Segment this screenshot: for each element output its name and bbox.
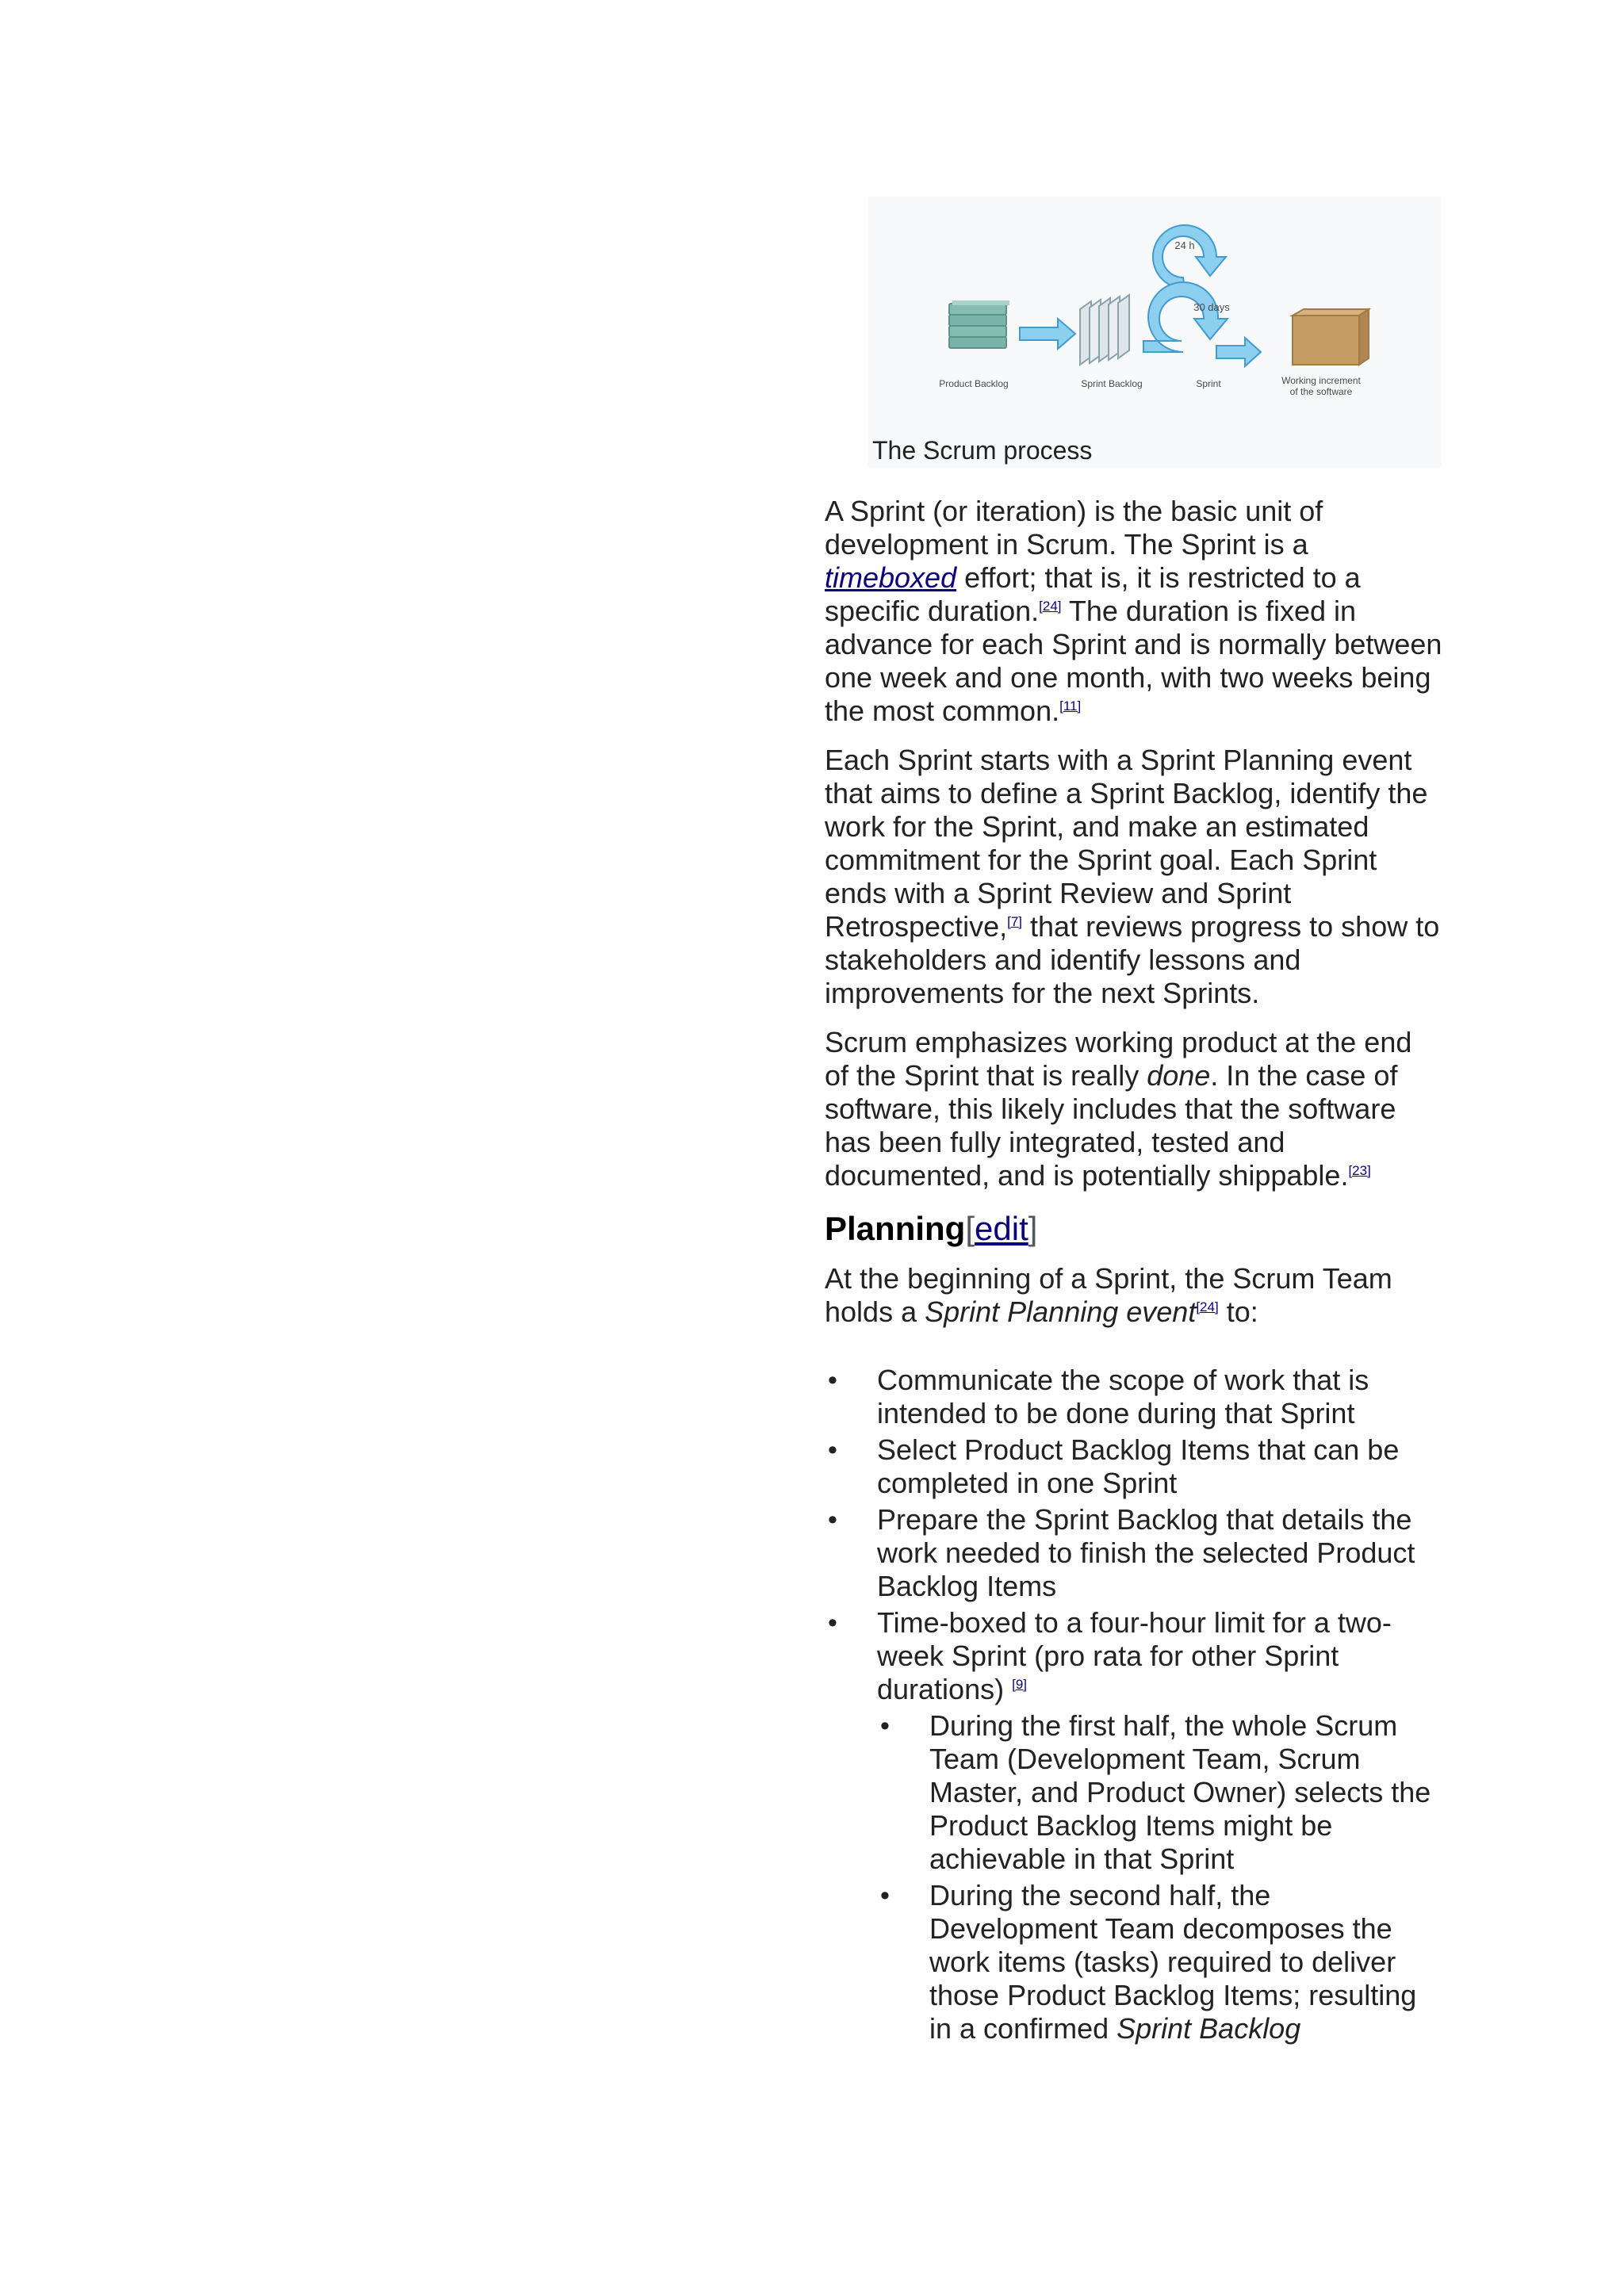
paragraph-text: Scrum emphasizes working product at the end of the Sprint that is really bbox=[825, 1026, 1412, 1092]
working-increment-box-icon bbox=[1293, 309, 1369, 365]
article-body bbox=[825, 197, 1443, 2049]
paragraph-sprint-events bbox=[825, 744, 1443, 1010]
sprint-cycle-arrow-icon bbox=[1143, 282, 1228, 352]
list-item: • Select Product Backlog Items that can be completed in one Sprint bbox=[825, 1433, 1443, 1500]
paragraph-text: Each Sprint starts with a Sprint Planning event that aims to define a Sprint Backlog, identify the work for the Sprint, and make an estimated commitment for the Sprint goal. Each Sprint ends with a Sprint Review and Sprint Retrospective, bbox=[825, 744, 1428, 943]
sprint-backlog-icon bbox=[1080, 295, 1129, 365]
citation-7[interactable]: [7] bbox=[1007, 914, 1023, 929]
increment-label-line1: Working increment bbox=[1281, 375, 1361, 386]
flow-arrow-icon bbox=[1216, 338, 1261, 366]
emphasis-sprint-planning-event: Sprint Planning event bbox=[925, 1295, 1197, 1328]
paragraph-text: The duration is fixed in advance for each Sprint and is normally between one week and one month, with two weeks being the most common. bbox=[825, 595, 1442, 727]
citation-23[interactable]: [23] bbox=[1348, 1163, 1371, 1178]
flow-arrow-icon bbox=[1020, 319, 1075, 349]
list-item: • Prepare the Sprint Backlog that details the work needed to finish the selected Product Backlog Items bbox=[825, 1503, 1443, 1603]
edit-link[interactable]: edit bbox=[975, 1210, 1028, 1247]
link-timeboxed[interactable]: timeboxed bbox=[825, 561, 957, 594]
paragraph-planning-intro: At the beginning of a Sprint, the Scrum Team holds a Sprint Planning event[24] to: bbox=[825, 1262, 1392, 1328]
list-item: • Communicate the scope of work that is intended to be done during that Sprint bbox=[825, 1364, 1443, 1430]
emphasis-done: done bbox=[1147, 1059, 1211, 1092]
paragraph-working-product bbox=[825, 1026, 1443, 1192]
citation-24[interactable]: [24] bbox=[1039, 599, 1062, 614]
cycle-24h-label: 24 h bbox=[1174, 239, 1195, 251]
sprint-backlog-label: Sprint Backlog bbox=[1081, 378, 1143, 389]
paragraph-sprint-definition bbox=[825, 495, 1443, 728]
citation-11[interactable]: [11] bbox=[1059, 698, 1082, 714]
product-backlog-icon bbox=[949, 300, 1009, 348]
scrum-process-figure bbox=[868, 197, 1442, 468]
list-item-timebox: • Time-boxed to a four-hour limit for a two-week Sprint (pro rata for other Sprint durations) [9] • During the first half, the whole Scrum Team (Development Team, Scrum Master, and Product Owner) selects the Product Backlog Items might be achievable in that Sprint • During the second half, the Development Team decomposes the work items (tasks) required to deliver those Product Backlog Items; resulting in a confirmed Sprint Backlog bbox=[825, 1606, 1443, 2045]
paragraph-text: effort; that is, it is restricted to a specific duration. bbox=[825, 561, 1361, 627]
citation-24[interactable]: [24] bbox=[1196, 1299, 1219, 1314]
planning-sublist bbox=[877, 1709, 1443, 2045]
section-heading-planning: Planning[edit] bbox=[825, 1210, 1038, 1247]
list-item: • During the first half, the whole Scrum Team (Development Team, Scrum Master, and Product Owner) selects the Product Backlog Items might be achievable in that Sprint bbox=[877, 1709, 1443, 1876]
sprint-label: Sprint bbox=[1196, 378, 1221, 389]
scrum-process-diagram bbox=[868, 197, 1442, 468]
product-backlog-label: Product Backlog bbox=[939, 378, 1009, 389]
increment-label-line2: of the software bbox=[1289, 386, 1353, 397]
daily-cycle-arrow-icon bbox=[1153, 225, 1226, 289]
paragraph-text: A Sprint (or iteration) is the basic unit of development in Scrum. The Sprint is a bbox=[825, 495, 1323, 561]
edit-section-link: [edit] bbox=[965, 1210, 1038, 1247]
planning-list bbox=[825, 1364, 1443, 2045]
citation-9[interactable]: [9] bbox=[1012, 1677, 1027, 1692]
emphasis-sprint-backlog: Sprint Backlog bbox=[1116, 2012, 1301, 2045]
cycle-30days-label: 30 days bbox=[1193, 301, 1230, 313]
paragraph-text: . In the case of software, this likely includes that the software has been fully integrated, tested and documented, and is potentially shippable. bbox=[825, 1059, 1398, 1192]
list-item: • During the second half, the Development Team decomposes the work items (tasks) required to deliver those Product Backlog Items; resulting in a confirmed Sprint Backlog bbox=[877, 1879, 1443, 2045]
paragraph-text: that reviews progress to show to stakeholders and identify lessons and improvements for the next Sprints. bbox=[825, 910, 1440, 1009]
figure-caption: The Scrum process bbox=[872, 436, 1093, 465]
